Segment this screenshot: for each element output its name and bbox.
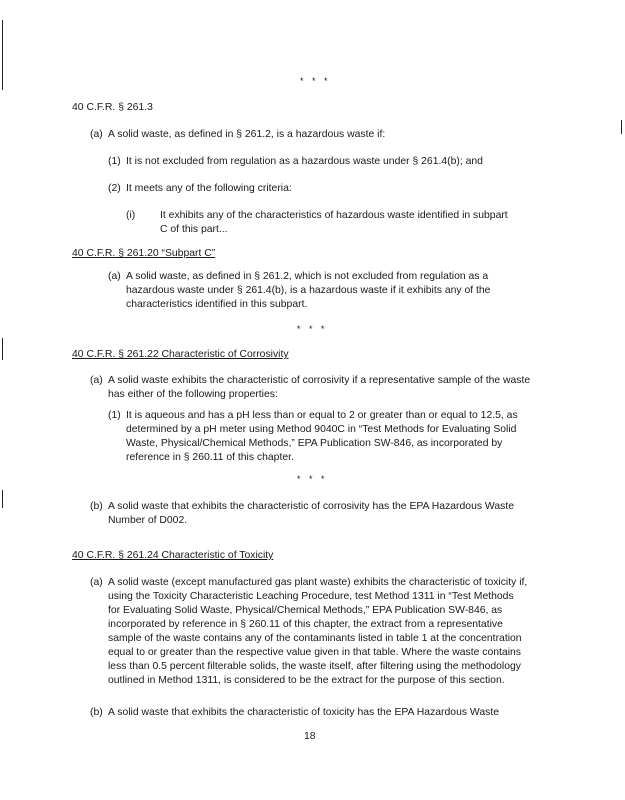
paragraph-a bbox=[90, 374, 535, 402]
paragraph-1 bbox=[108, 155, 528, 169]
scan-edge-mark bbox=[2, 20, 3, 90]
scan-edge-mark bbox=[2, 490, 3, 508]
paragraph-label: (a) bbox=[90, 577, 103, 588]
paragraph-a bbox=[90, 128, 535, 142]
paragraph-i bbox=[126, 209, 518, 237]
section-heading-261-24: 40 C.F.R. § 261.24 Characteristic of Toxicity bbox=[72, 550, 274, 561]
ellipsis-stars: * * * bbox=[297, 324, 328, 334]
paragraph-label: (a) bbox=[108, 271, 121, 282]
paragraph-label: (a) bbox=[90, 375, 103, 386]
ellipsis-stars: * * * bbox=[300, 76, 331, 86]
paragraph-label: (2) bbox=[108, 183, 121, 194]
paragraph-text: A solid waste (except manufactured gas plant waste) exhibits the characteristic of toxicity if, using the Toxicity Characteristic Leaching Procedure, test Method 1311 in “Test Methods for Evaluating Solid Waste, Physical/Chemical Methods,” EPA Publication SW-846, as incorporated by reference in § 260.11 of this chapter, the extract from a representative sample of the waste contains any of the contaminants listed in table 1 at the concentration equal to or greater than the respective value given in that table. Where the waste contains less than 0.5 percent filterable solids, the waste itself, after filtering using the methodology outlined in Method 1311, is considered to be the extract for the purpose of this section. bbox=[108, 577, 528, 686]
paragraph-text: A solid waste, as defined in § 261.2, is a hazardous waste if: bbox=[108, 129, 386, 140]
paragraph-label: (1) bbox=[108, 156, 121, 167]
paragraph-b bbox=[90, 706, 535, 720]
page-number: 18 bbox=[304, 731, 316, 742]
section-heading-261-22: 40 C.F.R. § 261.22 Characteristic of Corrosivity bbox=[72, 349, 289, 360]
paragraph-a bbox=[108, 270, 526, 312]
paragraph-text: It is aqueous and has a pH less than or equal to 2 or greater than or equal to 12.5, as determined by a pH meter using Method 9040C in “Test Methods for Evaluating Solid Waste, Physical/Chemical Methods,” EPA Publication SW-846, as incorporated by reference in § 260.11 of this chapter. bbox=[126, 410, 518, 463]
section-heading-261-20: 40 C.F.R. § 261.20 “Subpart C” bbox=[72, 248, 216, 259]
paragraph-2 bbox=[108, 182, 528, 196]
paragraph-text: A solid waste that exhibits the characteristic of corrosivity has the EPA Hazardous Waste Number of D002. bbox=[108, 501, 514, 526]
paragraph-text: A solid waste exhibits the characteristic of corrosivity if a representative sample of the waste has either of the following properties: bbox=[108, 375, 531, 400]
paragraph-text: It exhibits any of the characteristics of hazardous waste identified in subpart C of this part... bbox=[160, 210, 508, 235]
paragraph-text: It meets any of the following criteria: bbox=[126, 183, 292, 194]
paragraph-a bbox=[90, 576, 528, 688]
paragraph-label: (1) bbox=[108, 410, 121, 421]
paragraph-label: (i) bbox=[126, 210, 136, 221]
paragraph-label: (b) bbox=[90, 501, 103, 512]
paragraph-text: It is not excluded from regulation as a hazardous waste under § 261.4(b); and bbox=[126, 156, 483, 167]
paragraph-label: (a) bbox=[90, 129, 103, 140]
paragraph-b bbox=[90, 500, 535, 528]
scan-edge-mark bbox=[2, 338, 3, 360]
scan-edge-mark bbox=[621, 120, 622, 134]
paragraph-label: (b) bbox=[90, 707, 103, 718]
ellipsis-stars: * * * bbox=[297, 474, 328, 484]
section-heading-261-3: 40 C.F.R. § 261.3 bbox=[72, 102, 153, 113]
paragraph-1 bbox=[108, 409, 538, 465]
paragraph-text: A solid waste that exhibits the characteristic of toxicity has the EPA Hazardous Waste bbox=[108, 707, 499, 718]
paragraph-text: A solid waste, as defined in § 261.2, which is not excluded from regulation as a hazardous waste under § 261.4(b), is a hazardous waste if it exhibits any of the characteristics identified in this subpart. bbox=[126, 271, 491, 310]
